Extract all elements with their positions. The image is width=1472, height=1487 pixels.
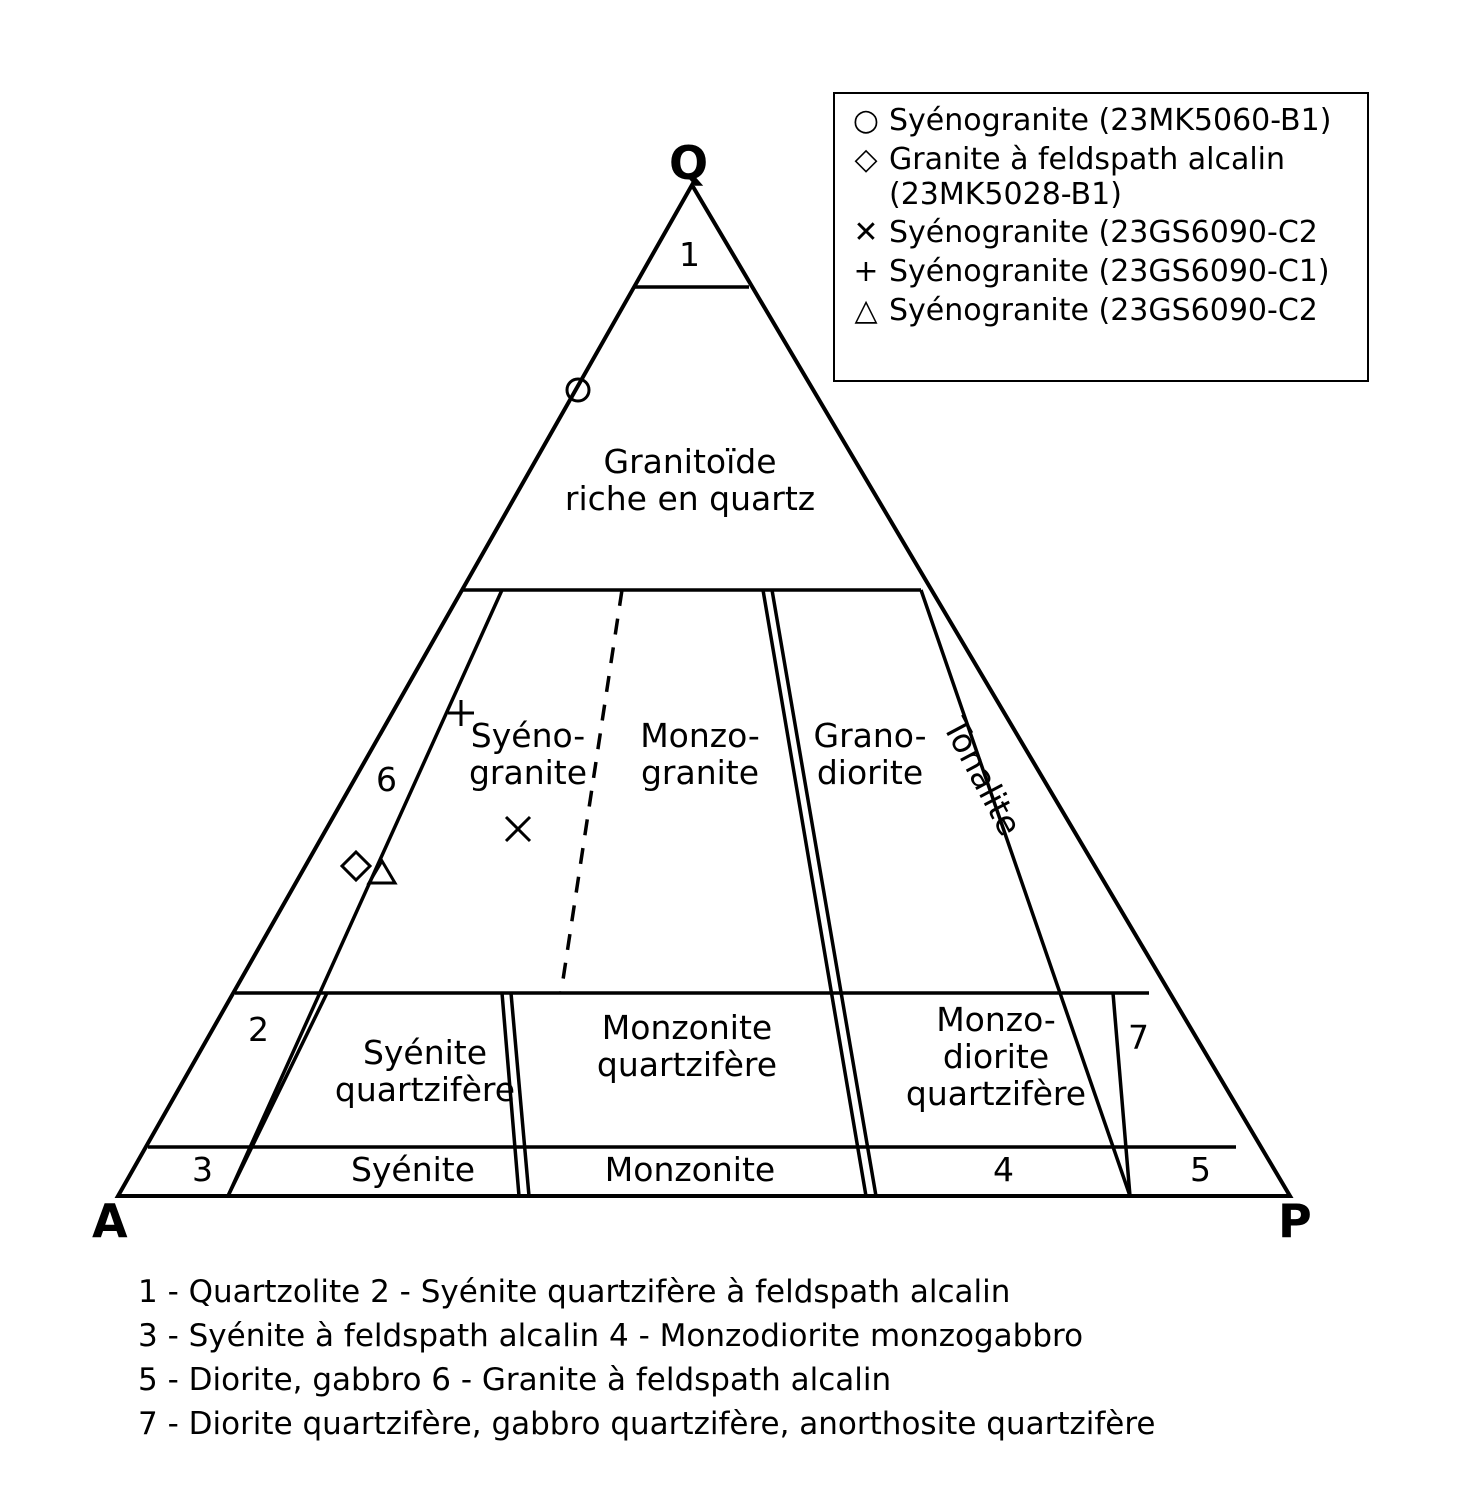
legend-label-4: Syénogranite (23GS6090-C2 [889, 292, 1318, 328]
legend-item-1 [843, 143, 1359, 213]
divider-field2 [228, 993, 327, 1196]
field-label-monzonite: Monzonite [604, 1150, 776, 1189]
field-label-6: 6 [376, 760, 397, 799]
monzonite-q-line2: quartzifère [596, 1044, 778, 1084]
field-label-granitoide-riche-en-quartz [556, 444, 824, 518]
field-label-4: 4 [993, 1150, 1014, 1189]
field-label-3: 3 [192, 1150, 213, 1189]
legend-label-1 [889, 143, 1359, 213]
footnote-line-1: 1 - Quartzolite 2 - Syénite quartzifère à feldspath alcalin [138, 1274, 1011, 1310]
marker-diamond-23MK5028-B1 [342, 852, 370, 880]
field-label-7: 7 [1128, 1018, 1149, 1057]
field-label-syenogranite [448, 718, 608, 792]
footnote-line-3: 5 - Diorite, gabbro 6 - Granite à feldspath alcalin [138, 1362, 892, 1399]
legend-item-3 [843, 255, 1359, 290]
granodiorite-line2: diorite [816, 752, 924, 792]
monzogranite-line1: Monzo- [640, 716, 760, 755]
field-label-5: 5 [1190, 1150, 1211, 1189]
footnote-line-2: 3 - Syénite à feldspath alcalin 4 - Monzodiorite monzogabbro [138, 1318, 1084, 1355]
footnote-line-4: 7 - Diorite quartzifère, gabbro quartzifère, anorthosite quartzifère [138, 1406, 1156, 1443]
legend-label-0: Syénogranite (23MK5060-B1) [889, 103, 1332, 138]
legend-label-1-line1: Granite à feldspath alcalin [889, 141, 1286, 177]
granitoide-line2: riche en quartz [564, 478, 816, 518]
syenite-q-line1: Syénite [362, 1033, 488, 1072]
circle-marker-icon: ○ [852, 103, 880, 138]
plus-marker-icon: + [853, 254, 879, 290]
legend-item-0 [843, 104, 1359, 139]
legend [833, 92, 1369, 382]
legend-item-2 [843, 216, 1359, 251]
legend-label-1-line2: (23MK5028-B1) [889, 176, 1122, 212]
divider-p65-a [763, 590, 866, 1196]
legend-label-3: Syénogranite (23GS6090-C1) [889, 254, 1330, 290]
syenogranite-line2: granite [468, 752, 588, 792]
field-label-syenite: Syénite [350, 1150, 476, 1189]
granitoide-line1: Granitoïde [603, 442, 777, 481]
monzodiorite-q-line2: diorite [942, 1036, 1050, 1076]
apex-label-p: P [1278, 1194, 1312, 1248]
monzonite-q-line1: Monzonite [601, 1008, 773, 1047]
footnotes [138, 1270, 1388, 1446]
field-label-granodiorite [790, 718, 950, 792]
field-label-tonalite: Tonalite [935, 711, 1030, 842]
syenite-q-line2: quartzifère [334, 1069, 516, 1109]
divider-p65-b [772, 590, 876, 1196]
field-label-syenite-quartzifere [330, 1035, 520, 1109]
data-markers [342, 379, 589, 883]
monzodiorite-q-line1: Monzo- [936, 1000, 1056, 1039]
diamond-marker-icon: ◇ [854, 141, 878, 177]
field-label-monzonite-quartzifere [588, 1010, 786, 1084]
field-label-monzogranite [620, 718, 780, 792]
legend-label-2: Syénogranite (23GS6090-C2 [889, 215, 1318, 251]
triangle-marker-icon: △ [854, 292, 878, 328]
field-label-2: 2 [248, 1010, 269, 1049]
apex-label-a: A [92, 1194, 128, 1248]
legend-item-4 [843, 294, 1359, 329]
x-marker-icon: ✕ [853, 215, 879, 251]
syenogranite-line1: Syéno- [470, 716, 586, 755]
apex-label-q: Q [669, 136, 709, 190]
monzogranite-line2: granite [640, 752, 760, 792]
monzodiorite-q-line3: quartzifère [905, 1073, 1087, 1113]
field-label-1: 1 [679, 235, 700, 274]
field-label-monzodiorite-quartzifere [898, 1002, 1094, 1113]
granodiorite-line1: Grano- [813, 716, 927, 755]
